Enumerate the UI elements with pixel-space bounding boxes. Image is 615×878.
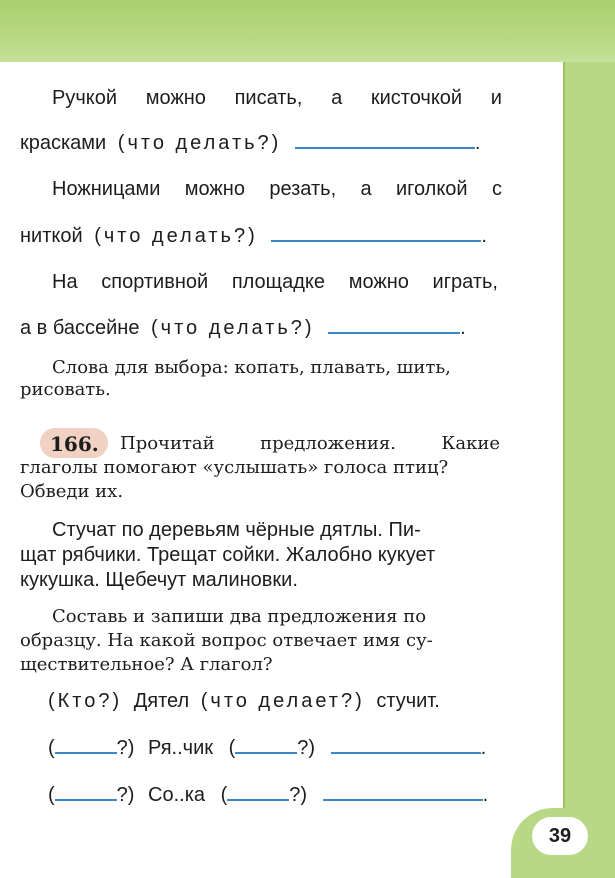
word: На	[52, 271, 78, 293]
paren: (	[48, 784, 55, 806]
text: Ря..чик	[148, 737, 213, 759]
word: спортивной	[101, 271, 209, 293]
task-line-1	[120, 432, 500, 456]
word: можно	[184, 178, 245, 200]
example-line	[48, 689, 440, 713]
answer-blank[interactable]	[323, 787, 483, 801]
word: предложения.	[260, 433, 396, 454]
ex1-line-6	[20, 316, 466, 340]
answer-blank[interactable]	[328, 320, 460, 334]
ex1-line-4	[20, 224, 487, 248]
word: и	[490, 87, 502, 109]
period: .	[474, 132, 481, 154]
header-band	[0, 0, 615, 62]
word: а	[331, 87, 343, 109]
page-number: 39	[532, 817, 588, 855]
word: писать,	[234, 87, 303, 109]
question-text: (что делать?)	[117, 132, 282, 154]
text: а в бассейне	[20, 317, 140, 339]
word: играть,	[432, 271, 498, 293]
instruction-line-1: Составь и запиши два предложения по	[52, 606, 427, 627]
question-text: (что делать?)	[151, 317, 315, 339]
task-line-2: глаголы помогают «услышать» голоса птиц?	[20, 457, 449, 478]
practice-row-1	[48, 736, 486, 760]
answer-blank[interactable]	[271, 228, 481, 242]
text: Со..ка	[148, 784, 206, 806]
answer-blank[interactable]	[55, 787, 117, 801]
question-text: (Кто?)	[48, 690, 123, 712]
question-text: (что делать?)	[94, 225, 258, 247]
paren: ?)	[297, 737, 316, 759]
text-line-1: Стучат по деревьям чёрные дятлы. Пи-	[52, 519, 421, 541]
practice-row-2	[48, 783, 488, 807]
word: Ножницами	[52, 178, 161, 200]
ex1-line-5	[52, 270, 498, 294]
word: иголкой	[395, 178, 468, 200]
word: резать,	[269, 178, 337, 200]
answer-blank[interactable]	[235, 740, 297, 754]
answer-blank[interactable]	[55, 740, 117, 754]
right-margin-band	[563, 62, 615, 878]
word: кисточкой	[370, 87, 463, 109]
ex1-line-2	[20, 131, 480, 155]
ex1-line-3	[52, 177, 502, 201]
question-text: (что делает?)	[200, 690, 365, 712]
word-choice-line-1: Слова для выбора: копать, плавать, шить,	[52, 357, 451, 378]
answer-blank[interactable]	[227, 787, 289, 801]
text: Дятел	[133, 690, 190, 712]
text: стучит.	[376, 690, 440, 712]
paren: ?)	[116, 737, 135, 759]
word: площадке	[231, 271, 326, 293]
task-line-3: Обведи их.	[20, 481, 124, 502]
paren: ?)	[116, 784, 135, 806]
period: .	[480, 737, 487, 759]
margin-line	[563, 62, 565, 822]
paren: ?)	[289, 784, 308, 806]
word: Прочитай	[120, 433, 215, 454]
word-choice-line-2: рисовать.	[20, 379, 111, 400]
word: можно	[348, 271, 409, 293]
instruction-line-2: образцу. На какой вопрос отвечает имя су-	[20, 630, 433, 651]
text-line-2: щат рябчики. Трещат сойки. Жалобно кукует	[20, 544, 436, 566]
word: Какие	[441, 433, 500, 454]
word: а	[360, 178, 372, 200]
task-number: 166.	[50, 432, 99, 456]
paren: (	[228, 737, 236, 759]
period: .	[460, 317, 466, 339]
period: .	[482, 784, 489, 806]
period: .	[481, 225, 487, 247]
paren: (	[48, 737, 55, 759]
paren: (	[220, 784, 228, 806]
word: с	[491, 178, 502, 200]
text: красками	[20, 132, 107, 154]
text: ниткой	[20, 225, 83, 247]
word: можно	[145, 87, 206, 109]
word: Ручкой	[52, 87, 118, 109]
text-line-3: кукушка. Щебечут малиновки.	[20, 569, 298, 591]
ex1-line-1	[52, 86, 502, 110]
answer-blank[interactable]	[331, 740, 481, 754]
instruction-line-3: ществительное? А глагол?	[20, 654, 273, 675]
answer-blank[interactable]	[295, 135, 475, 149]
